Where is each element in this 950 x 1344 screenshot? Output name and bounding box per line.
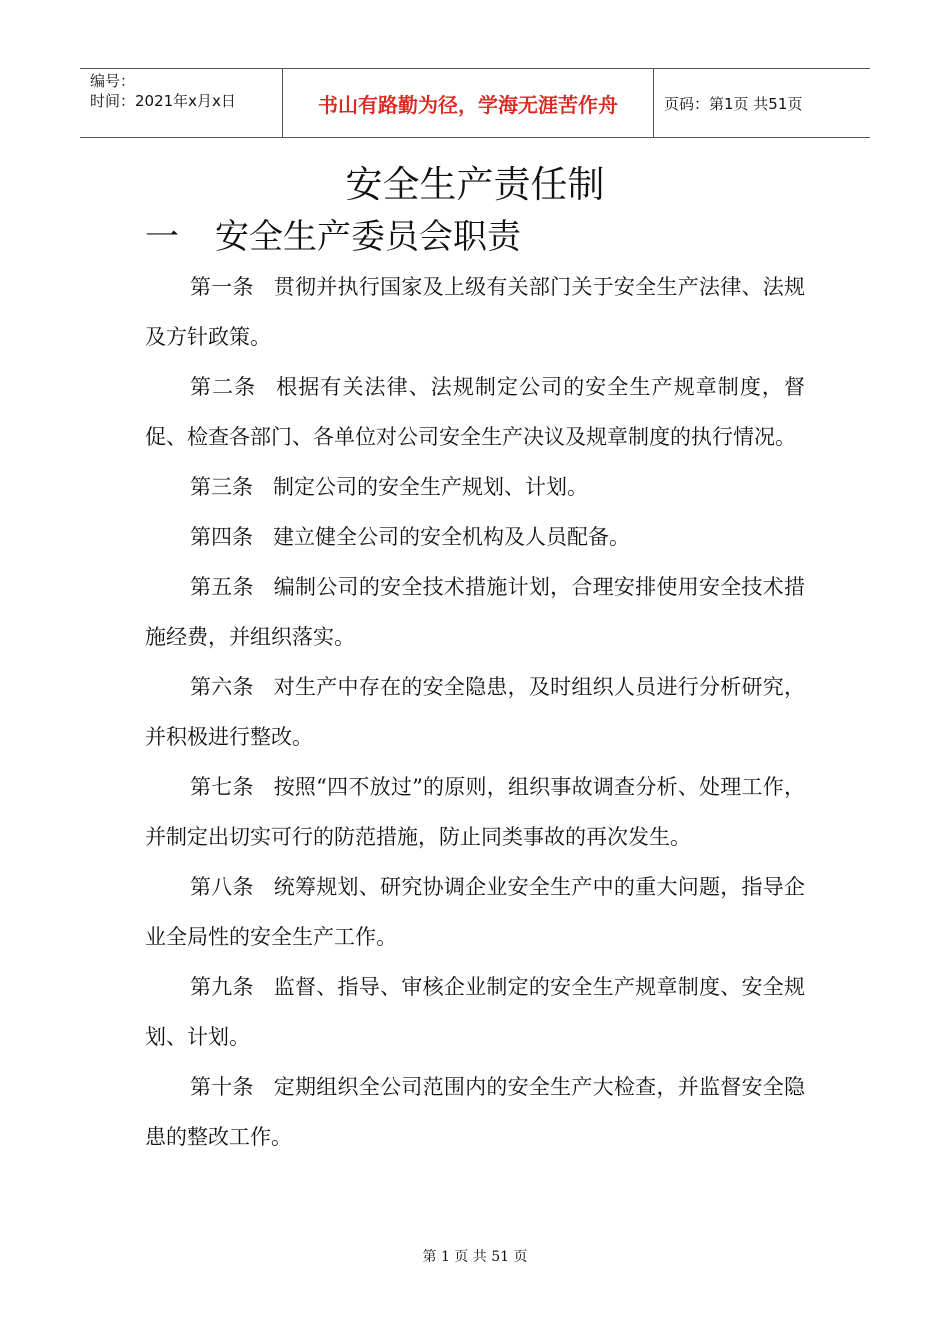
article-label: 第二条 (190, 375, 257, 399)
article-paragraph (145, 862, 805, 962)
header-motto: 书山有路勤为径，学海无涯苦作舟 (282, 69, 654, 137)
article-text: 按照“四不放过”的原则，组织事故调查分析、处理工作，并制定出切实可行的防范措施，防止同类事故的再次发生。 (145, 775, 805, 849)
document-title: 安全生产责任制 (345, 163, 605, 206)
article-paragraph (145, 462, 805, 512)
header-meta-cell (80, 69, 282, 137)
article-label: 第七条 (190, 775, 254, 799)
article-text: 统筹规划、研究协调企业安全生产中的重大问题，指导企业全局性的安全生产工作。 (145, 875, 806, 949)
article-text: 根据有关法律、法规制定公司的安全生产规章制度，督促、检查各部门、各单位对公司安全生产决议及规章制度的执行情况。 (145, 375, 806, 449)
section-title: 安全生产委员会职责 (215, 217, 521, 257)
article-label: 第三条 (190, 475, 253, 499)
article-text: 对生产中存在的安全隐患，及时组织人员进行分析研究，并积极进行整改。 (145, 675, 806, 749)
article-label: 第四条 (190, 525, 253, 549)
article-text: 制定公司的安全生产规划、计划。 (273, 475, 588, 499)
section-number: 一 (145, 217, 179, 257)
page-footer: 第 1 页 共 51 页 (422, 1249, 528, 1265)
article-label: 第一条 (190, 275, 254, 299)
article-text: 定期组织全公司范围内的安全生产大检查，并监督安全隐患的整改工作。 (145, 1075, 806, 1149)
document-number-label: 编号： (90, 72, 136, 90)
article-label: 第八条 (190, 875, 254, 899)
article-label: 第五条 (190, 575, 254, 599)
header-page-info: 页码：第1页 共51页 (664, 94, 803, 113)
article-paragraph (145, 1062, 805, 1162)
header-table (80, 68, 870, 138)
article-paragraph (145, 512, 805, 562)
article-paragraph (145, 662, 805, 762)
article-text: 监督、指导、审核企业制定的安全生产规章制度、安全规划、计划。 (145, 975, 806, 1049)
document-time-label: 时间：2021年x月x日 (90, 92, 236, 110)
article-paragraph (145, 562, 805, 662)
article-paragraph (145, 762, 805, 862)
article-label: 第十条 (190, 1075, 254, 1099)
article-paragraph (145, 262, 805, 362)
article-paragraph (145, 362, 805, 462)
article-text: 编制公司的安全技术措施计划，合理安排使用安全技术措施经费，并组织落实。 (145, 575, 806, 649)
article-text: 贯彻并执行国家及上级有关部门关于安全生产法律、法规及方针政策。 (145, 275, 806, 349)
article-text: 建立健全公司的安全机构及人员配备。 (273, 525, 630, 549)
article-paragraph (145, 962, 805, 1062)
articles-body (145, 262, 805, 1162)
article-label: 第九条 (190, 975, 254, 999)
article-label: 第六条 (190, 675, 254, 699)
section-heading (145, 212, 521, 262)
